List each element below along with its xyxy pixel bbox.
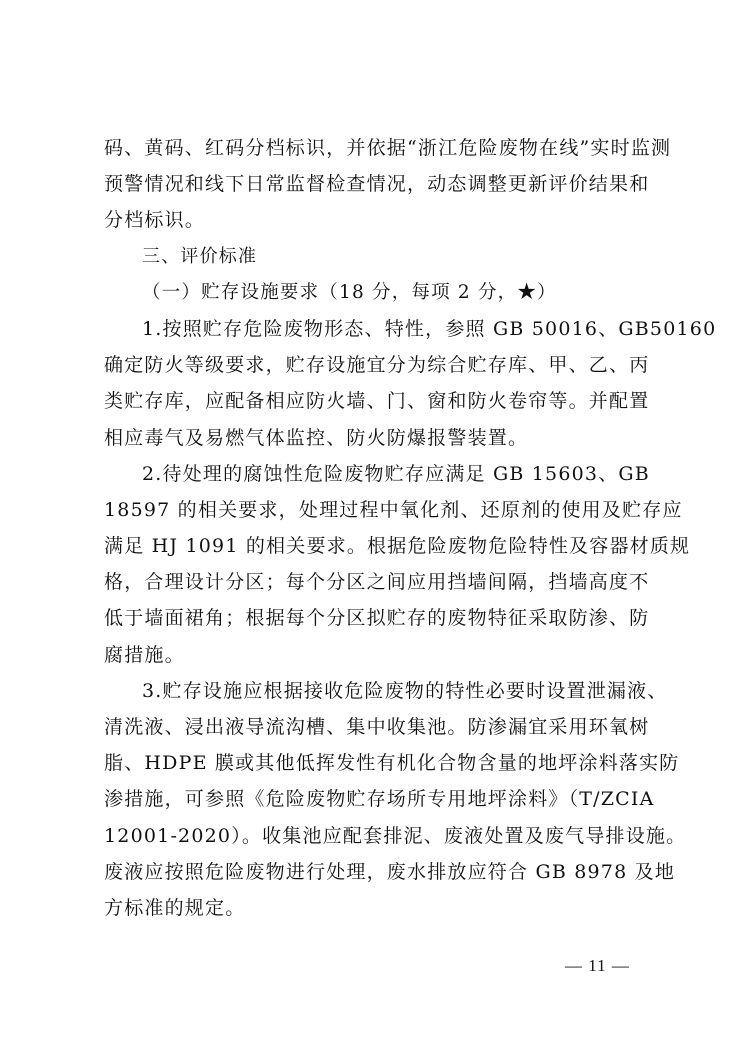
section-heading: 三、评价标准 (142, 245, 258, 267)
item-1-line-4: 相应毒气及易燃气体监控、防火防爆报警装置。 (104, 426, 529, 449)
item-2-line-1: 2.待处理的腐蚀性危险废物贮存应满足 GB 15603、GB (142, 462, 650, 485)
item-3-line-7: 方标准的规定。 (104, 896, 246, 919)
document-body (104, 130, 717, 926)
page-number: — 11 — (565, 956, 630, 975)
item-2-line-4: 格，合理设计分区；每个分区之间应用挡墙间隔，挡墙高度不 (104, 571, 650, 594)
item-3-line-4: 渗措施，可参照《危险废物贮存场所专用地坪涂料》（T/ZCIA (104, 788, 655, 811)
item-3-line-1: 3.贮存设施应根据接收危险废物的特性必要时设置泄漏液、 (142, 679, 668, 702)
item-3-line-2: 清洗液、浸出液导流沟槽、集中收集池。防渗漏宜采用环氧树 (104, 716, 650, 738)
intro-line-3: 分档标识。 (104, 209, 206, 232)
item-3-line-6: 废液应按照危险废物进行处理，废水排放应符合 GB 8978 及地 (104, 860, 676, 883)
item-3-line-5: 12001-2020）。收集池应配套排泥、废液处置及废气导排设施。 (104, 824, 687, 847)
item-2-line-5: 低于墙面裙角；根据每个分区拟贮存的废物特征采取防渗、防 (104, 607, 650, 630)
intro-line-2: 预警情况和线下日常监督检查情况，动态调整更新评价结果和 (104, 173, 650, 196)
item-1-line-2: 确定防火等级要求，贮存设施宜分为综合贮存库、甲、乙、丙 (104, 354, 650, 377)
item-3-line-3: 脂、HDPE 膜或其他低挥发性有机化合物含量的地坪涂料落实防 (104, 752, 680, 775)
item-1-line-1: 1.按照贮存危险废物形态、特性，参照 GB 50016、GB50160 (142, 317, 717, 340)
item-2-line-2: 18597 的相关要求，处理过程中氧化剂、还原剂的使用及贮存应 (104, 498, 683, 521)
intro-line-1: 码、黄码、红码分档标识，并依据“浙江危险废物在线”实时监测 (104, 137, 672, 159)
item-1-line-3: 类贮存库，应配备相应防火墙、门、窗和防火卷帘等。并配置 (104, 390, 650, 413)
subsection-heading: （一）贮存设施要求（18 分，每项 2 分，★） (142, 281, 557, 303)
item-2-line-6: 腐措施。 (104, 643, 185, 666)
item-2-line-3: 满足 HJ 1091 的相关要求。根据危险废物危险特性及容器材质规 (104, 535, 691, 558)
